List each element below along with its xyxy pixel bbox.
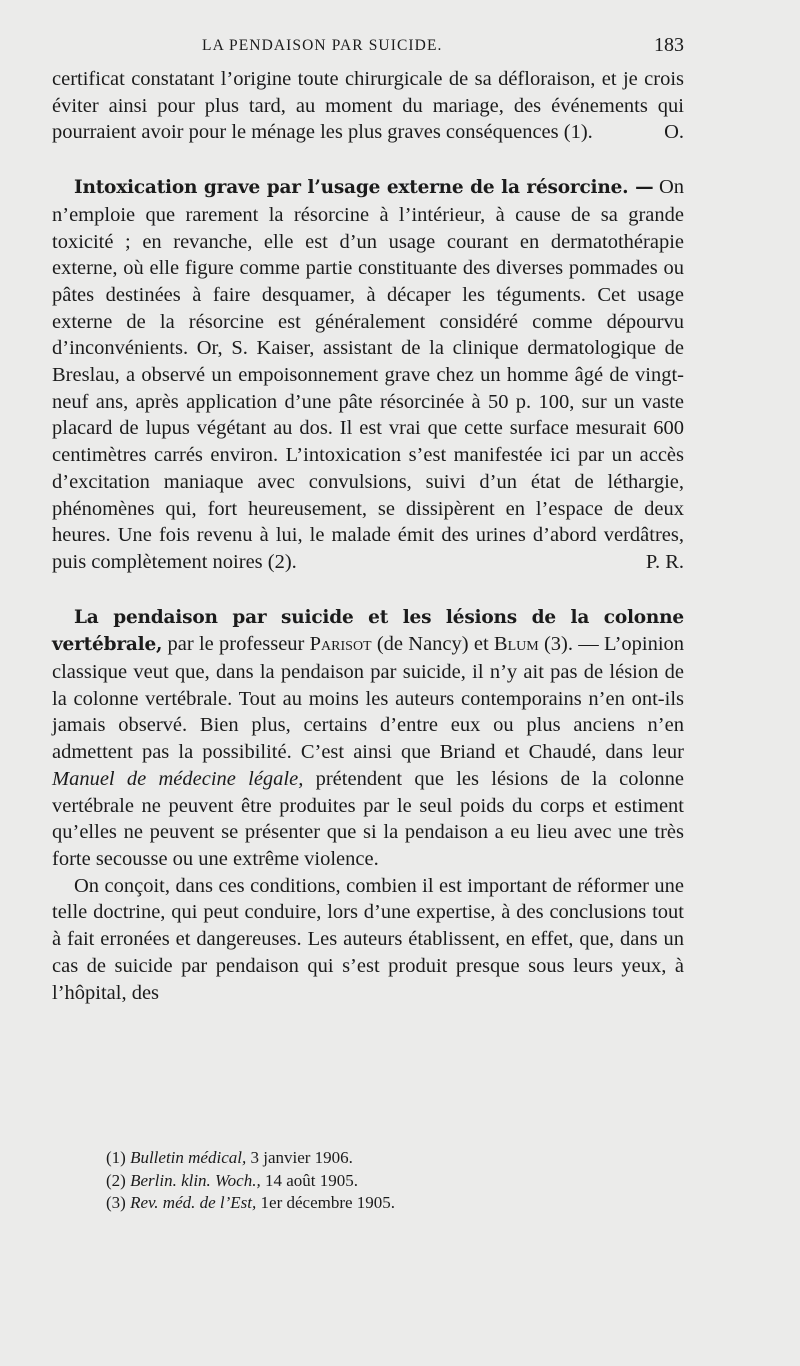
- footnotes: [106, 1147, 666, 1215]
- pendaison-title: La pendaison par suicide et les lésions de la colonne vertébrale,: [52, 606, 684, 656]
- footnote-detail: 3 janvier 1906.: [250, 1148, 353, 1167]
- signature-pr: P. R.: [645, 550, 684, 573]
- footnote-source: Bulletin médical,: [130, 1148, 247, 1167]
- pendaison-text-after: prétendent que les lésions de la colonne vertébrale ne peuvent être produites par le seul poids du corps et estiment qu’elles ne peuvent se présenter que si la pendaison a eu lieu avec une très forte secousse ou une extrême violence.: [52, 767, 684, 870]
- footnote-number: (2): [106, 1170, 126, 1190]
- pendaison-article: [52, 604, 684, 873]
- book-title: Manuel de médecine légale,: [52, 767, 304, 790]
- footnote-detail: 14 août 1905.: [264, 1170, 358, 1190]
- footnote-source: Berlin. klin. Woch.,: [130, 1170, 261, 1190]
- footnote: [106, 1192, 666, 1215]
- footnote-number: (3): [106, 1193, 126, 1212]
- page-header: [52, 34, 684, 60]
- pendaison-text: (3). — L’opinion classique veut que, dans la pendaison par suicide, il n’y ait pas de lésion de la colonne vertébrale. Tout au moins les auteurs contemporains n’en ont-ils jamais observé. Bien plus, certains d’entre eux ou plus anciens n’en admettent pas la possibilité. C’est ainsi que Briand et Chaudé, dans leur: [52, 633, 685, 764]
- footnote: [106, 1170, 666, 1193]
- footnote-number: (1): [106, 1148, 126, 1167]
- signature-o: O.: [664, 121, 684, 144]
- byline-mid: (de Nancy) et: [376, 633, 489, 656]
- resorcine-text: On n’emploie que rarement la résorcine à l’intérieur, à cause de sa grande toxicité ; en revanche, elle est d’un usage courant en dermatothérapie externe, où elle figure comme partie constituante des diverses pommades ou pâtes destinées à faire desquamer, à décaper les téguments. Cet usage externe de la résorcine est généralement considéré comme dépourvu d’inconvénients. Or, S. Kaiser, assistant de la clinique dermatologique de Breslau, a observé un empoisonnement grave chez un homme âgé de vingt-neuf ans, après application d’une pâte résorcinée à 50 p. 100, sur un vaste placard de lupus végétant au dos. Il est vrai que cette surface mesurait 600 centimètres carrés environ. L’intoxication s’est manifestée ici par un accès d’excitation maniaque avec convulsions, suivi d’un état de léthargie, phénomènes qui, fort heureusement, se dissipèrent en l’espace de deux heures. Une fois revenu à lui, le malade émit des urines d’abord verdâtres, puis complètement noires (2).: [52, 176, 685, 573]
- footnote: [106, 1147, 666, 1170]
- footnote-source: Rev. méd. de l’Est,: [130, 1193, 257, 1212]
- pendaison-paragraph-2: On conçoit, dans ces conditions, combien il est important de réformer une telle doctrine, qui peut conduire, lors d’une expertise, à des conclusions tout à fait erronées et dangereuses. Les auteurs établissent, en effet, que, dans un cas de suicide par pendaison qui s’est produit presque sous leurs yeux, à l’hôpital, des: [52, 874, 684, 1004]
- resorcine-title: Intoxication grave par l’usage externe de la résorcine. —: [74, 177, 654, 199]
- continued-text: certificat constatant l’origine toute chirurgicale de sa défloraison, et je crois éviter ainsi pour plus tard, au moment du mariage, des événements qui pourraient avoir pour le ménage les plus graves conséquences (1).: [52, 68, 684, 144]
- section-gap: [52, 146, 684, 174]
- byline-prefix: par le professeur: [167, 633, 305, 656]
- footnote-detail: 1er décembre 1905.: [260, 1193, 396, 1212]
- running-title: LA PENDAISON PAR SUICIDE.: [202, 37, 443, 54]
- author-parisot: Parisot: [309, 633, 372, 656]
- section-gap: [52, 576, 684, 604]
- author-blum: Blum: [493, 633, 539, 656]
- resorcine-article: [52, 174, 684, 576]
- page-number: 183: [654, 34, 684, 56]
- main-text: [52, 66, 684, 1006]
- continued-paragraph: [52, 66, 684, 146]
